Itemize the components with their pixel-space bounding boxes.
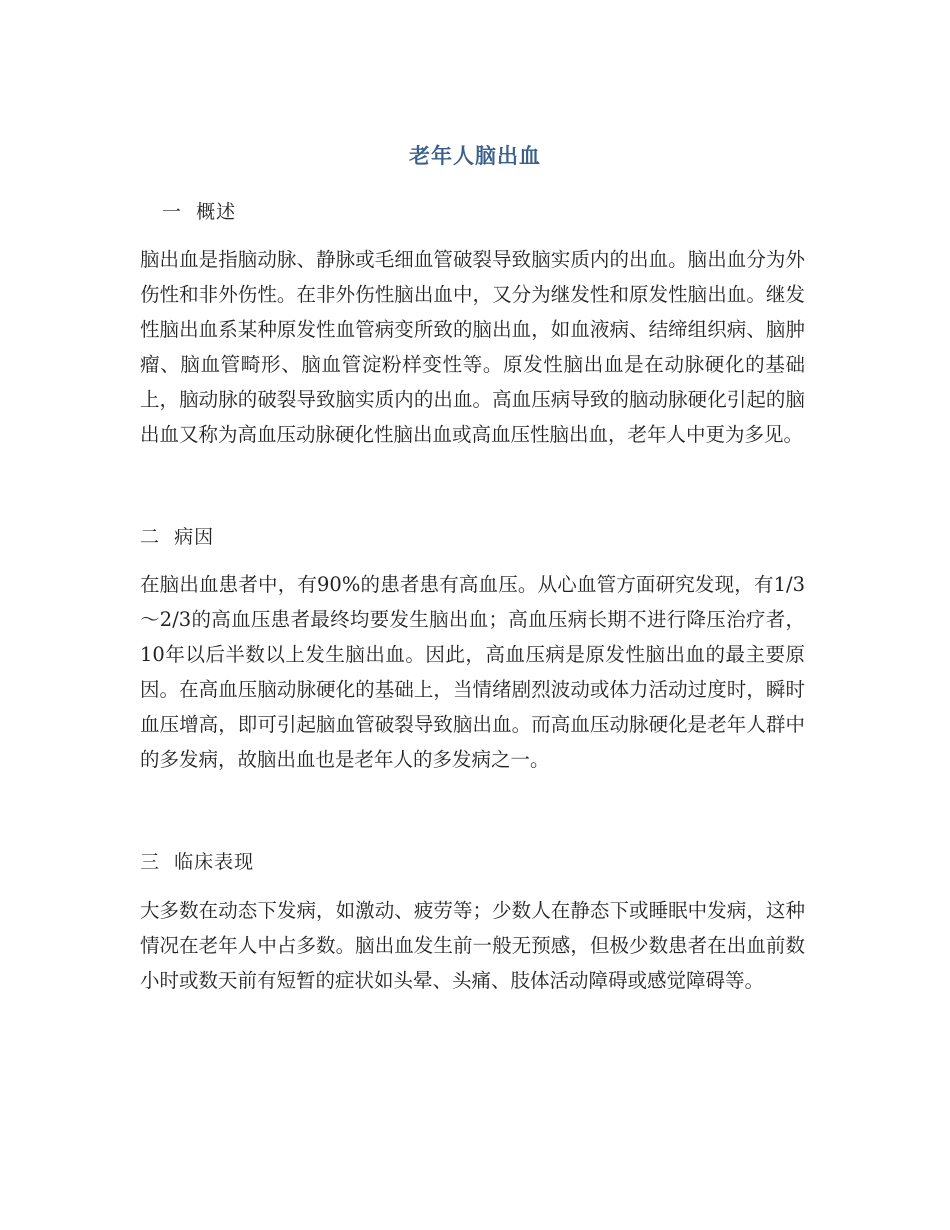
- section-heading-etiology: 二 病因: [140, 526, 215, 548]
- section-heading-clinical: 三 临床表现: [140, 851, 255, 873]
- section-body-etiology: 在脑出血患者中，有90%的患者患有高血压。从心血管方面研究发现，有1/3～2/3的高血压患者最终均要发生脑出血；高血压病长期不进行降压治疗者，10年以后半数以上发生脑出血。因此，高血压病是原发性脑出血的最主要原因。在高血压脑动脉硬化的基础上，当情绪剧烈波动或体力活动过度时，瞬时血压增高，即可引起脑血管破裂导致脑出血。而高血压动脉硬化是老年人群中的多发病，故脑出血也是老年人的多发病之一。: [140, 573, 805, 771]
- section-body-overview: 脑出血是指脑动脉、静脉或毛细血管破裂导致脑实质内的出血。脑出血分为外伤性和非外伤性。在非外伤性脑出血中，又分为继发性和原发性脑出血。继发性脑出血系某种原发性血管病变所致的脑出血，如血液病、结缔组织病、脑肿瘤、脑血管畸形、脑血管淀粉样变性等。原发性脑出血是在动脉硬化的基础上，脑动脉的破裂导致脑实质内的出血。高血压病导致的脑动脉硬化引起的脑出血又称为高血压动脉硬化性脑出血或高血压性脑出血，老年人中更为多见。: [140, 248, 805, 446]
- document-title: 老年人脑出血: [409, 143, 541, 168]
- section-body-clinical: 大多数在动态下发病，如激动、疲劳等；少数人在静态下或睡眠中发病，这种情况在老年人中占多数。脑出血发生前一般无预感，但极少数患者在出血前数小时或数天前有短暂的症状如头晕、头痛、肢体活动障碍或感觉障碍等。: [140, 899, 805, 992]
- section-heading-overview: 一 概述: [162, 201, 237, 223]
